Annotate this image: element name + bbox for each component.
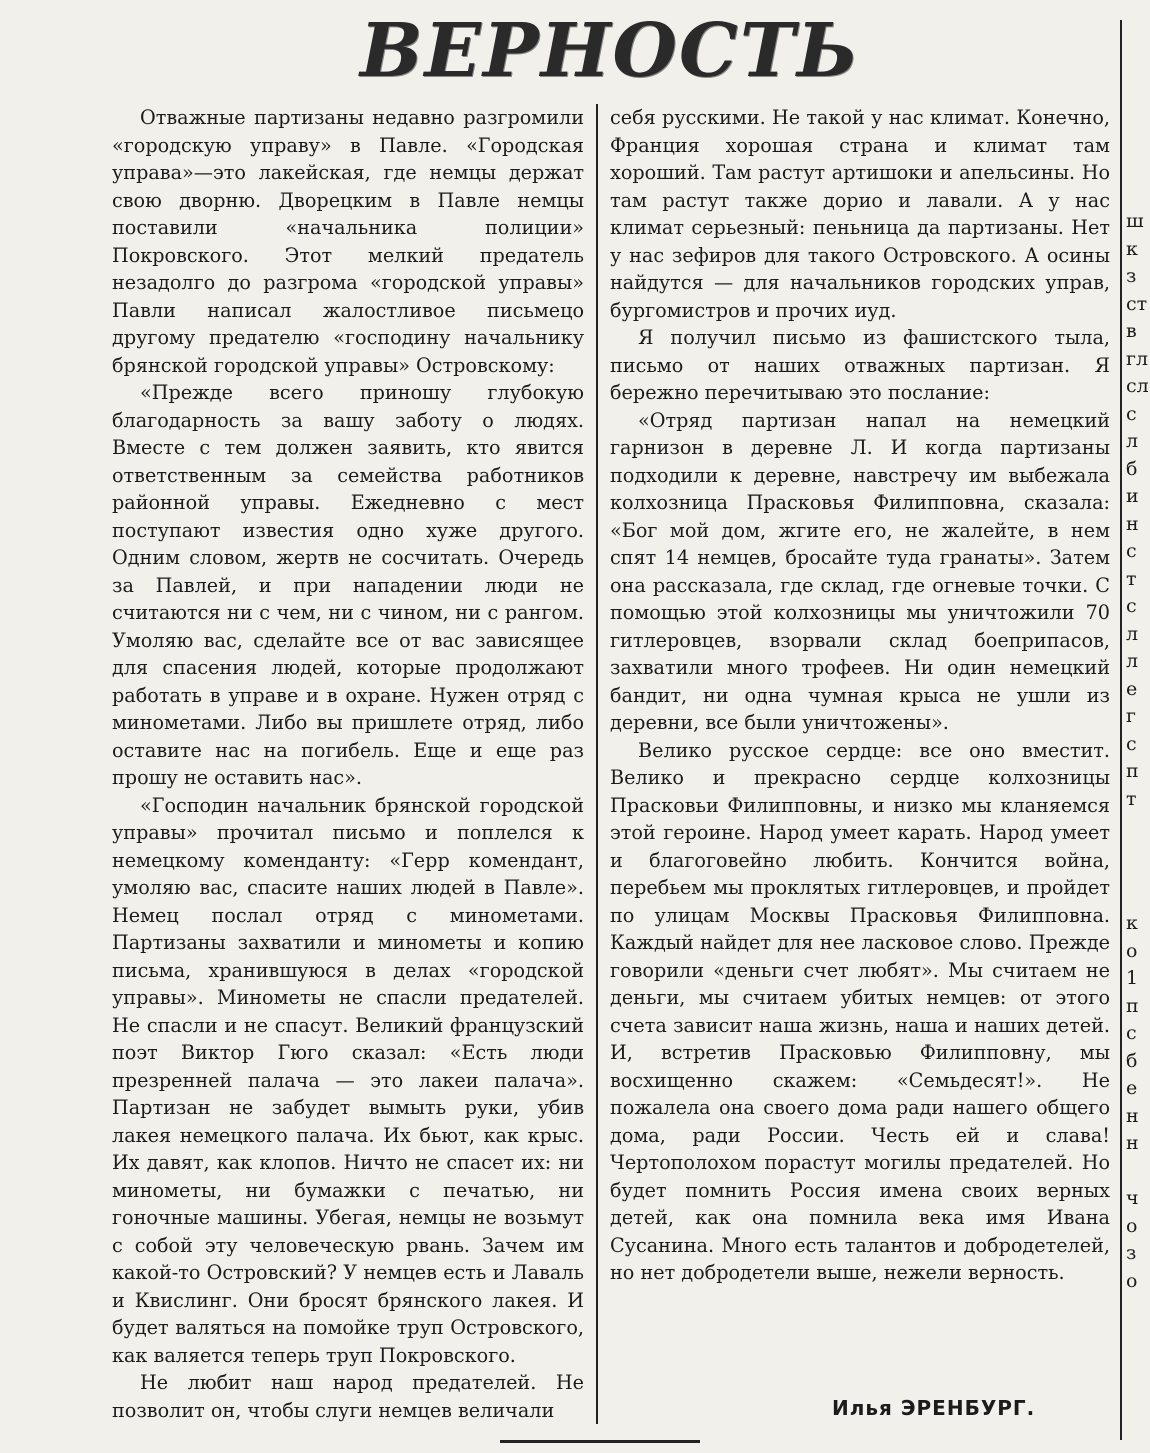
clipped-text-fragment: б [1126,1049,1138,1072]
clipped-text-fragment: г [1126,705,1136,727]
clipped-text-fragment: с [1126,595,1137,617]
article-column-left [112,104,584,1434]
clipped-text-fragment [1126,1158,1150,1186]
bottom-rule [500,1440,700,1443]
clipped-text-fragment: гл [1126,347,1149,370]
clipped-text-fragment: 1 [1126,967,1139,989]
article-column-middle [610,104,1110,1434]
column-divider [596,104,598,1424]
clipped-text-fragment: т [1126,567,1137,590]
article-title: ВЕРНОСТЬ [360,8,860,94]
clipped-text-fragment: о [1126,1269,1138,1292]
clipped-text-fragment: б [1126,457,1138,480]
clipped-neighbor-column-top [1126,208,1150,813]
page-edge-divider [1120,20,1122,1440]
clipped-text-fragment: к [1126,912,1138,934]
author-signature: Илья ЭРЕНБУРГ. [832,1396,1036,1420]
clipped-text-fragment: к [1126,237,1138,260]
clipped-text-fragment: л [1126,430,1139,452]
clipped-text-fragment: о [1126,1214,1138,1237]
clipped-text-fragment: л [1126,650,1139,672]
clipped-text-fragment: ш [1126,210,1144,232]
clipped-text-fragment: ст [1126,292,1148,315]
clipped-text-fragment: н [1126,1132,1139,1154]
clipped-text-fragment: о [1126,939,1138,962]
paragraph: Отважные партизаны недавно разгромили «городскую управу» в Павле. «Городская управа»—это лакейская, где немцы держат свою дворню. Дворецким в Павле немцы поставили «начальника полиции» Покровского. Этот мелкий предатель незадолго до разгрома «городской управы» Павли написал жалостливое письмецо другому предателю «господину начальнику брянской городской управы» Островскому: [112,106,584,377]
paragraph: «Господин начальник брянской городской управы» прочитал письмо и поплелся к немецкому коменданту: «Герр комендант, умоляю вас, спасите наших людей в Павле». Немец послал отряд с минометами. Партизаны захватили и минометы и копию письма, хранившуюся в делах «городской управы». Минометы не спасли предателей. Не спасли и не спасут. Великий французский поэт Виктор Гюго сказал: «Есть люди презренней палача — это лакеи палача». Партизан не забудет вымыть руки, убив лакея немецкого палача. Их бьют, как крыс. Их давят, как клопов. Ничто не спасет их: ни минометы, ни бумажки с печатью, ни гоночные машины. Убегая, немцы не возьмут с собой эту человеческую рвань. Зачем им какой-то Островский? У немцев есть и Лаваль и Квислинг. Они бросят брянского лакея. И будет валяться на помойке труп Островского, как валяется теперь труп Покровского. [112,793,584,1367]
clipped-text-fragment: с [1126,732,1137,755]
clipped-text-fragment: н [1126,512,1139,535]
paragraph: Я получил письмо из фашистского тыла, письмо от наших отважных партизан. Я бережно перечитываю это послание: [610,326,1110,404]
clipped-text-fragment: с [1126,540,1137,562]
paragraph: себя русскими. Не такой у нас климат. Конечно, Франция хорошая страна и климат там хороший. Там растут артишоки и апельсины. Но там растут также дорио и лавали. А у нас климат серьезный: пеньница да партизаны. Нет у нас зефиров для такого Островского. А осины найдутся — для начальников городских управ, бургомистров и прочих иуд. [610,106,1110,322]
clipped-text-fragment: т [1126,787,1137,810]
paragraph: Велико русское сердце: все оно вместит. Велико и прекрасно сердце колхозницы Прасковьи Филипповны, и низко мы кланяемся этой героине. Народ умеет карать. Народ умеет и благоговейно любить. Кончится война, перебьем мы проклятых гитлеровцев, и пройдет по улицам Москвы Прасковья Филипповна. Каждый найдет для нее ласковое слово. Прежде говорили «деньги счет любят». Мы считаем не деньги, мы считаем убитых немцев: от этого счета зависит наша жизнь, наша и наших детей. И, встретив Прасковью Филипповну, мы восхищенно скажем: «Семьдесят!». Не пожалела она своего дома ради нашего общего дома, ради России. Честь ей и слава! Чертополохом порастут могилы предателей. Но будет помнить Россия имена своих верных детей, как она помнила века имя Ивана Сусанина. Много есть талантов и добродетелей, но нет добродетели выше, нежели верность. [610,738,1110,1284]
clipped-text-fragment: и [1126,485,1139,507]
clipped-text-fragment: н [1126,1104,1139,1127]
paragraph: «Отряд партизан напал на немецкий гарнизон в деревне Л. И когда партизаны подходили к деревне, навстречу им выбежала колхозница Прасковья Филипповна, сказала: «Бог мой дом, жгите его, не жалейте, в нем спят 14 немцев, бросайте туда гранаты». Затем она рассказала, где склад, где огневые точки. С помощью этой колхозницы мы уничтожили 70 гитлеровцев, взорвали склад боеприпасов, захватили много трофеев. Ни один немецкий бандит, ни одна чумная крыса не ушли из деревни, все были уничтожены». [610,408,1110,734]
clipped-text-fragment: п [1126,760,1139,782]
clipped-text-fragment: з [1126,1242,1137,1264]
clipped-neighbor-column-bottom [1126,910,1150,1295]
paragraph: «Прежде всего приношу глубокую благодарность за вашу заботу о людях. Вместе с тем должен заявить, кто явится ответственным за семейства работников районной управы. Ежедневно с мест поступают известия одно хуже другого. Одним словом, жертв не сосчитать. Очередь за Павлей, и при нападении люди не считаются ни с чем, ни с чином, ни с рангом. Умоляю вас, сделайте все от вас зависящее для спасения людей, которые продолжают работать в управе и в охране. Нужен отряд с минометами. Либо вы пришлете отряд, либо оставите нас на погибель. Еще и еще раз прошу не оставить нас». [112,381,584,789]
clipped-text-fragment: з [1126,265,1137,287]
clipped-text-fragment: с [1126,1022,1137,1044]
paragraph: Не любит наш народ предателей. Не позволит он, чтобы слуги немцев величали [112,1371,584,1422]
clipped-text-fragment: е [1126,677,1138,700]
clipped-text-fragment: п [1126,994,1139,1017]
clipped-text-fragment: сл [1126,375,1149,397]
clipped-text-fragment: л [1126,622,1139,645]
clipped-text-fragment: е [1126,1077,1138,1099]
clipped-text-fragment: с [1126,402,1137,425]
clipped-text-fragment: ч [1126,1187,1139,1209]
clipped-text-fragment: в [1126,320,1137,342]
